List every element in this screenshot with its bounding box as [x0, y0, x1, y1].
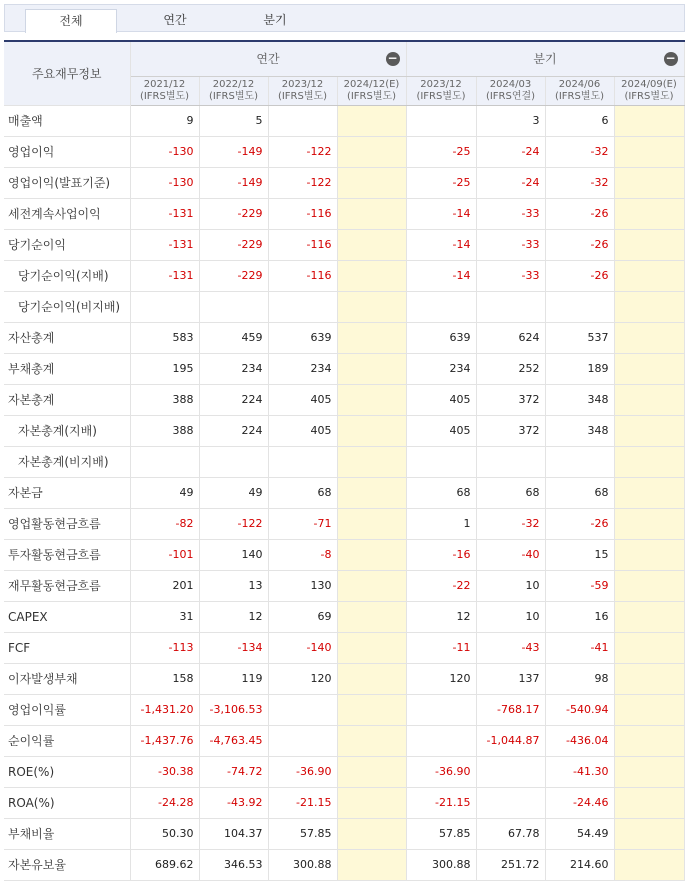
value-cell: -71: [268, 508, 337, 539]
table-row: [4, 105, 684, 136]
value-cell: -11: [406, 632, 476, 663]
value-cell: -122: [199, 508, 268, 539]
value-cell: [337, 446, 406, 477]
table-row: [4, 601, 684, 632]
row-label: 부채비율: [4, 818, 130, 849]
value-cell: -24: [476, 167, 545, 198]
period-basis: (IFRS별도): [416, 90, 466, 102]
value-cell: [337, 570, 406, 601]
period-basis: (IFRS별도): [554, 90, 605, 102]
value-cell: [614, 725, 684, 756]
value-cell: [337, 260, 406, 291]
value-cell: 234: [268, 353, 337, 384]
value-cell: 3: [476, 105, 545, 136]
value-cell: [614, 322, 684, 353]
value-cell: [199, 291, 268, 322]
value-cell: [337, 756, 406, 787]
value-cell: -436.04: [545, 725, 614, 756]
table-row: [4, 694, 684, 725]
value-cell: [337, 105, 406, 136]
value-cell: -149: [199, 167, 268, 198]
value-cell: [406, 725, 476, 756]
period-header: [406, 76, 476, 105]
table-row: [4, 756, 684, 787]
value-cell: [337, 198, 406, 229]
value-cell: -25: [406, 136, 476, 167]
value-cell: -113: [130, 632, 199, 663]
value-cell: 300.88: [406, 849, 476, 880]
table-row: [4, 725, 684, 756]
table-row: [4, 570, 684, 601]
row-label: ROE(%): [4, 756, 130, 787]
value-cell: -24.46: [545, 787, 614, 818]
value-cell: -122: [268, 167, 337, 198]
value-cell: 201: [130, 570, 199, 601]
value-cell: 57.85: [406, 818, 476, 849]
value-cell: 372: [476, 415, 545, 446]
row-label: 세전계속사업이익: [4, 198, 130, 229]
value-cell: [476, 787, 545, 818]
value-cell: 1: [406, 508, 476, 539]
row-label: FCF: [4, 632, 130, 663]
value-cell: -22: [406, 570, 476, 601]
period-header: [337, 76, 406, 105]
value-cell: 405: [406, 415, 476, 446]
value-cell: 16: [545, 601, 614, 632]
row-label: 영업이익: [4, 136, 130, 167]
value-cell: -229: [199, 198, 268, 229]
value-cell: -41: [545, 632, 614, 663]
table-row: [4, 291, 684, 322]
value-cell: [614, 663, 684, 694]
value-cell: [614, 198, 684, 229]
value-cell: -140: [268, 632, 337, 663]
row-label: 자본총계: [4, 384, 130, 415]
group-label-quarterly: 분기: [533, 52, 557, 67]
value-cell: 405: [268, 384, 337, 415]
value-cell: [614, 384, 684, 415]
value-cell: 137: [476, 663, 545, 694]
value-cell: [337, 477, 406, 508]
value-cell: 348: [545, 384, 614, 415]
value-cell: -3,106.53: [199, 694, 268, 725]
period-header: [199, 76, 268, 105]
row-label: CAPEX: [4, 601, 130, 632]
value-cell: 251.72: [476, 849, 545, 880]
table-row: [4, 322, 684, 353]
value-cell: -131: [130, 260, 199, 291]
value-cell: [268, 105, 337, 136]
value-cell: [268, 694, 337, 725]
value-cell: 388: [130, 415, 199, 446]
value-cell: [337, 167, 406, 198]
value-cell: [337, 694, 406, 725]
value-cell: 119: [199, 663, 268, 694]
value-cell: -1,437.76: [130, 725, 199, 756]
value-cell: 5: [199, 105, 268, 136]
value-cell: [337, 353, 406, 384]
value-cell: -26: [545, 260, 614, 291]
value-cell: [614, 694, 684, 725]
value-cell: [614, 105, 684, 136]
value-cell: [337, 415, 406, 446]
row-label: 당기순이익: [4, 229, 130, 260]
row-label: ROA(%): [4, 787, 130, 818]
row-label: 영업이익률: [4, 694, 130, 725]
value-cell: 583: [130, 322, 199, 353]
value-cell: [476, 446, 545, 477]
value-cell: 372: [476, 384, 545, 415]
value-cell: [614, 136, 684, 167]
tab-bar: [4, 4, 685, 32]
value-cell: -229: [199, 229, 268, 260]
value-cell: [337, 322, 406, 353]
value-cell: -8: [268, 539, 337, 570]
tab-quarterly[interactable]: 분기: [263, 13, 287, 27]
table-row: [4, 260, 684, 291]
value-cell: 68: [476, 477, 545, 508]
value-cell: -131: [130, 229, 199, 260]
value-cell: [406, 694, 476, 725]
table-row: [4, 632, 684, 663]
period-header: [268, 76, 337, 105]
period-basis: (IFRS별도): [139, 90, 190, 102]
period-basis: (IFRS별도): [277, 90, 328, 102]
value-cell: 189: [545, 353, 614, 384]
period-basis: (IFRS별도): [346, 90, 397, 102]
value-cell: [337, 291, 406, 322]
value-cell: 214.60: [545, 849, 614, 880]
value-cell: -540.94: [545, 694, 614, 725]
value-cell: 120: [406, 663, 476, 694]
value-cell: -122: [268, 136, 337, 167]
period-date: 2022/12: [212, 78, 255, 90]
row-label: 이자발생부채: [4, 663, 130, 694]
table-row: [4, 849, 684, 880]
value-cell: -26: [545, 508, 614, 539]
value-cell: -82: [130, 508, 199, 539]
value-cell: [614, 508, 684, 539]
value-cell: -24: [476, 136, 545, 167]
period-date: 2023/12: [420, 78, 462, 90]
table-row: [4, 229, 684, 260]
value-cell: 224: [199, 415, 268, 446]
period-basis: (IFRS별도): [208, 90, 259, 102]
value-cell: 68: [406, 477, 476, 508]
value-cell: 12: [199, 601, 268, 632]
value-cell: 15: [545, 539, 614, 570]
value-cell: 6: [545, 105, 614, 136]
value-cell: [337, 787, 406, 818]
value-cell: -1,044.87: [476, 725, 545, 756]
period-date: 2021/12: [143, 78, 186, 90]
value-cell: 234: [406, 353, 476, 384]
value-cell: -74.72: [199, 756, 268, 787]
corner-header: 주요재무정보: [4, 41, 130, 105]
period-date: 2023/12: [281, 78, 324, 90]
row-label: 자본금: [4, 477, 130, 508]
table-row: [4, 508, 684, 539]
financial-summary-table: [4, 40, 685, 881]
value-cell: -768.17: [476, 694, 545, 725]
value-cell: -33: [476, 229, 545, 260]
row-label: 투자활동현금흐름: [4, 539, 130, 570]
value-cell: 50.30: [130, 818, 199, 849]
value-cell: -36.90: [268, 756, 337, 787]
row-label: 자본유보율: [4, 849, 130, 880]
value-cell: [545, 291, 614, 322]
value-cell: -14: [406, 198, 476, 229]
value-cell: [406, 291, 476, 322]
value-cell: -130: [130, 167, 199, 198]
value-cell: -59: [545, 570, 614, 601]
value-cell: [614, 849, 684, 880]
value-cell: [406, 446, 476, 477]
minus-icon[interactable]: −: [665, 51, 676, 65]
value-cell: 459: [199, 322, 268, 353]
value-cell: 639: [406, 322, 476, 353]
table-row: [4, 787, 684, 818]
value-cell: [337, 229, 406, 260]
value-cell: -1,431.20: [130, 694, 199, 725]
value-cell: 98: [545, 663, 614, 694]
value-cell: -14: [406, 229, 476, 260]
value-cell: 252: [476, 353, 545, 384]
value-cell: [614, 167, 684, 198]
value-cell: 224: [199, 384, 268, 415]
table-row: [4, 477, 684, 508]
period-date: 2024/03: [489, 78, 532, 90]
value-cell: [130, 446, 199, 477]
value-cell: -21.15: [268, 787, 337, 818]
value-cell: 624: [476, 322, 545, 353]
row-label: 자본총계(지배): [4, 415, 130, 446]
value-cell: [337, 508, 406, 539]
value-cell: 57.85: [268, 818, 337, 849]
value-cell: -16: [406, 539, 476, 570]
value-cell: 405: [268, 415, 337, 446]
value-cell: -131: [130, 198, 199, 229]
value-cell: [614, 539, 684, 570]
value-cell: [337, 539, 406, 570]
value-cell: [614, 787, 684, 818]
value-cell: -149: [199, 136, 268, 167]
value-cell: 689.62: [130, 849, 199, 880]
value-cell: 104.37: [199, 818, 268, 849]
value-cell: -24.28: [130, 787, 199, 818]
value-cell: -26: [545, 229, 614, 260]
group-header-annual: [130, 41, 406, 76]
table-row: [4, 384, 684, 415]
value-cell: [614, 353, 684, 384]
value-cell: -116: [268, 260, 337, 291]
value-cell: -43.92: [199, 787, 268, 818]
table-row: [4, 539, 684, 570]
value-cell: 69: [268, 601, 337, 632]
value-cell: -4,763.45: [199, 725, 268, 756]
row-label: 영업이익(발표기준): [4, 167, 130, 198]
period-header: [545, 76, 614, 105]
value-cell: [476, 291, 545, 322]
value-cell: -32: [476, 508, 545, 539]
row-label: 재무활동현금흐름: [4, 570, 130, 601]
period-date: 2024/09(E): [621, 78, 677, 90]
value-cell: [337, 632, 406, 663]
value-cell: 68: [545, 477, 614, 508]
value-cell: 49: [130, 477, 199, 508]
value-cell: [268, 446, 337, 477]
value-cell: [337, 601, 406, 632]
table-row: [4, 136, 684, 167]
table-row: [4, 167, 684, 198]
value-cell: 140: [199, 539, 268, 570]
value-cell: -43: [476, 632, 545, 663]
value-cell: -14: [406, 260, 476, 291]
value-cell: [476, 756, 545, 787]
value-cell: [614, 415, 684, 446]
group-header-quarterly: [406, 41, 684, 76]
value-cell: 12: [406, 601, 476, 632]
value-cell: 234: [199, 353, 268, 384]
value-cell: -229: [199, 260, 268, 291]
period-header: [130, 76, 199, 105]
table-row: [4, 415, 684, 446]
value-cell: [337, 725, 406, 756]
value-cell: 10: [476, 601, 545, 632]
row-label: 자본총계(비지배): [4, 446, 130, 477]
tab-annual[interactable]: 연간: [163, 13, 187, 27]
table-row: [4, 353, 684, 384]
value-cell: [614, 818, 684, 849]
value-cell: 67.78: [476, 818, 545, 849]
period-header: [614, 76, 684, 105]
value-cell: 54.49: [545, 818, 614, 849]
value-cell: 31: [130, 601, 199, 632]
value-cell: -134: [199, 632, 268, 663]
period-date: 2024/12(E): [343, 78, 400, 90]
value-cell: 49: [199, 477, 268, 508]
value-cell: 120: [268, 663, 337, 694]
value-cell: [268, 291, 337, 322]
value-cell: -21.15: [406, 787, 476, 818]
minus-icon[interactable]: −: [387, 51, 398, 65]
row-label: 자산총계: [4, 322, 130, 353]
value-cell: 130: [268, 570, 337, 601]
value-cell: -32: [545, 136, 614, 167]
value-cell: [614, 632, 684, 663]
group-label-annual: 연간: [256, 52, 280, 67]
value-cell: -40: [476, 539, 545, 570]
value-cell: [614, 601, 684, 632]
value-cell: -33: [476, 198, 545, 229]
row-label: 당기순이익(비지배): [4, 291, 130, 322]
value-cell: 346.53: [199, 849, 268, 880]
value-cell: [130, 291, 199, 322]
value-cell: -41.30: [545, 756, 614, 787]
value-cell: [337, 663, 406, 694]
value-cell: [199, 446, 268, 477]
row-label: 매출액: [4, 105, 130, 136]
value-cell: -26: [545, 198, 614, 229]
row-label: 순이익률: [4, 725, 130, 756]
period-date: 2024/06: [558, 78, 601, 90]
table-row: [4, 198, 684, 229]
value-cell: [337, 849, 406, 880]
value-cell: [268, 725, 337, 756]
value-cell: [614, 260, 684, 291]
value-cell: -116: [268, 198, 337, 229]
value-cell: [614, 446, 684, 477]
row-label: 부채총계: [4, 353, 130, 384]
value-cell: [614, 291, 684, 322]
table-row: [4, 446, 684, 477]
value-cell: [337, 136, 406, 167]
table-row: [4, 818, 684, 849]
value-cell: [337, 818, 406, 849]
value-cell: [614, 229, 684, 260]
period-header: [476, 76, 545, 105]
table-row: [4, 663, 684, 694]
value-cell: -116: [268, 229, 337, 260]
value-cell: 10: [476, 570, 545, 601]
value-cell: 639: [268, 322, 337, 353]
value-cell: -36.90: [406, 756, 476, 787]
value-cell: -32: [545, 167, 614, 198]
value-cell: -101: [130, 539, 199, 570]
period-basis: (IFRS연결): [485, 90, 536, 102]
value-cell: 13: [199, 570, 268, 601]
period-basis: (IFRS별도): [624, 90, 674, 102]
value-cell: [406, 105, 476, 136]
tab-all[interactable]: 전체: [25, 9, 117, 33]
value-cell: 158: [130, 663, 199, 694]
row-label: 당기순이익(지배): [4, 260, 130, 291]
value-cell: -130: [130, 136, 199, 167]
value-cell: [614, 477, 684, 508]
value-cell: [614, 570, 684, 601]
value-cell: 405: [406, 384, 476, 415]
value-cell: [337, 384, 406, 415]
value-cell: [614, 756, 684, 787]
value-cell: 388: [130, 384, 199, 415]
value-cell: -30.38: [130, 756, 199, 787]
value-cell: 9: [130, 105, 199, 136]
value-cell: [545, 446, 614, 477]
value-cell: 68: [268, 477, 337, 508]
row-label: 영업활동현금흐름: [4, 508, 130, 539]
value-cell: 195: [130, 353, 199, 384]
value-cell: 300.88: [268, 849, 337, 880]
value-cell: 537: [545, 322, 614, 353]
value-cell: -33: [476, 260, 545, 291]
value-cell: -25: [406, 167, 476, 198]
value-cell: 348: [545, 415, 614, 446]
